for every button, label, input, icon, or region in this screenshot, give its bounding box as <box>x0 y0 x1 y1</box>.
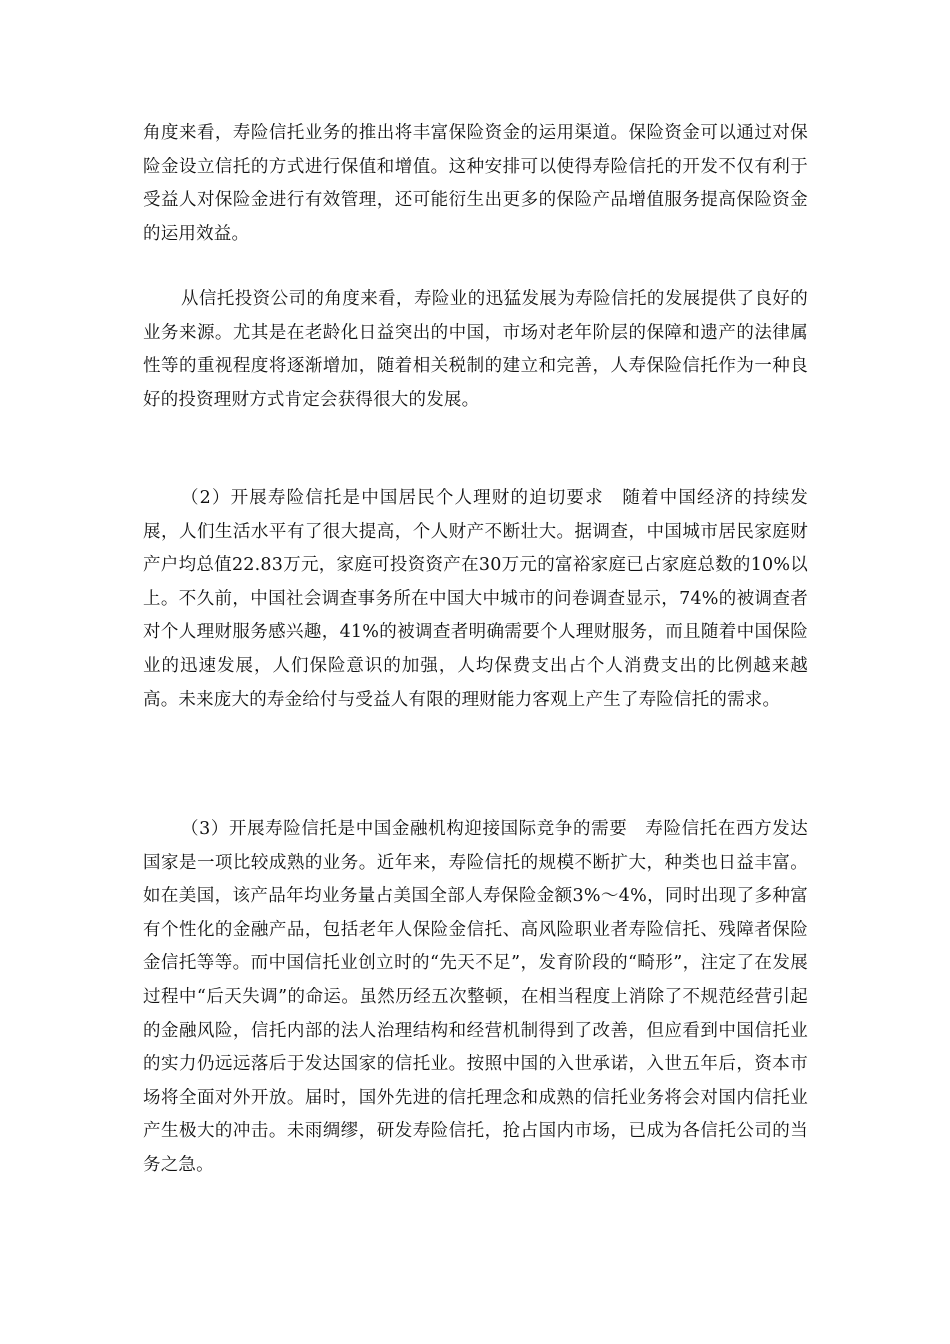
paragraph-trust-company-perspective: 从信托投资公司的角度来看，寿险业的迅猛发展为寿险信托的发展提供了良好的业务来源。尤其是在老龄化日益突出的中国，市场对老年阶层的保障和遗产的法律属性等的重视程度将逐渐增加，随着相关税制的建立和完善，人寿保险信托作为一种良好的投资理财方式肯定会获得很大的发展。 <box>143 289 808 410</box>
paragraph-international-competition: （3）开展寿险信托是中国金融机构迎接国际竞争的需要 寿险信托在西方发达国家是一项比较成熟的业务。近年来，寿险信托的规模不断扩大，种类也日益丰富。如在美国，该产品年均业务量占美国全部人寿保险金额3%～4%，同时出现了多种富有个性化的金融产品，包括老年人保险金信托、高风险职业者寿险信托、残障者保险金信托等等。而中国信托业创立时的“先天不足”，发育阶段的“畸形”，注定了在发展过程中“后天失调”的命运。虽然历经五次整顿，在相当程度上消除了不规范经营引起的金融风险，信托内部的法人治理结构和经营机制得到了改善，但应看到中国信托业的实力仍远远落后于发达国家的信托业。按照中国的入世承诺，入世五年后，资本市场将全面对外开放。届时，国外先进的信托理念和成熟的信托业务将会对国内信托业产生极大的冲击。未雨绸缪，研发寿险信托，抢占国内市场，已成为各信托公司的当务之急。 <box>143 819 808 1175</box>
paragraph-personal-finance-demand: （2）开展寿险信托是中国居民个人理财的迫切要求 随着中国经济的持续发展，人们生活水平有了很大提高，个人财产不断壮大。据调查，中国城市居民家庭财产户均总值22.83万元，家庭可投资资产在30万元的富裕家庭已占家庭总数的10%以上。不久前，中国社会调查事务所在中国大中城市的问卷调查显示，74%的被调查者对个人理财服务感兴趣，41%的被调查者明确需要个人理财服务，而且随着中国保险业的迅速发展，人们保险意识的加强，人均保费支出占个人消费支出的比例越来越高。未来庞大的寿金给付与受益人有限的理财能力客观上产生了寿险信托的需求。 <box>143 488 808 710</box>
paragraph-insurance-funds: 角度来看，寿险信托业务的推出将丰富保险资金的运用渠道。保险资金可以通过对保险金设立信托的方式进行保值和增值。这种安排可以使得寿险信托的开发不仅有利于受益人对保险金进行有效管理，还可能衍生出更多的保险产品增值服务提高保险资金的运用效益。 <box>143 123 808 244</box>
